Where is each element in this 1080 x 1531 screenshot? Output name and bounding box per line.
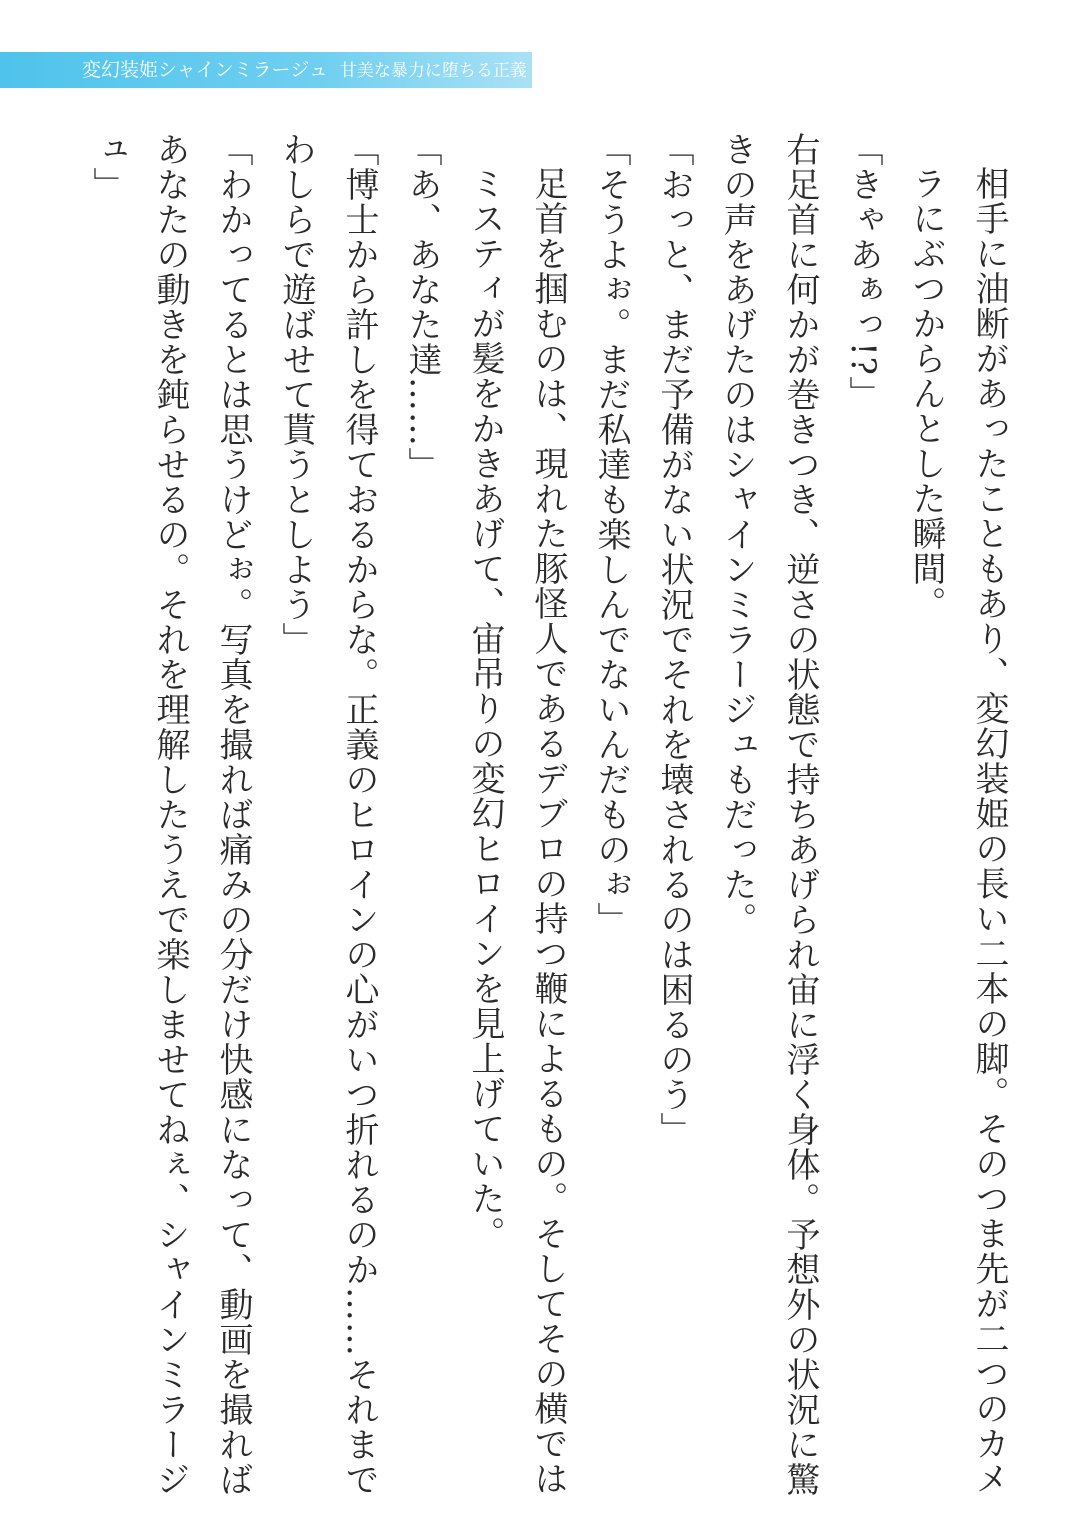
series-title: 変幻装姫シャインミラージュ bbox=[82, 59, 328, 81]
paragraph-dialogue: 「わかってるとは思うけどぉ。写真を撮れば痛みの分だけ快感になって、動画を撮ればあなたの動きを鈍らせるの。それを理解したうえで楽しませてねぇ、シャインミラージュ」 bbox=[87, 132, 253, 1497]
paragraph-narration: 相手に油断があったこともあり、変幻装姫の長い二本の脚。そのつま先が二つのカメラにぶつからんとした瞬間。 bbox=[906, 166, 1009, 1496]
paragraph-dialogue: 「あ、あなた達……」 bbox=[402, 132, 442, 482]
paragraph-narration: 右足首に何かが巻きつき、逆さの状態で持ちあげられ宙に浮く身体。予想外の状況に驚きの声をあげたのはシャインミラージュもだった。 bbox=[717, 132, 820, 1497]
paragraph-narration: 足首を掴むのは、現れた豚怪人であるデブロの持つ鞭によるもの。そしてその横ではミスティが髪をかきあげて、宙吊りの変幻ヒロインを見上げていた。 bbox=[465, 166, 568, 1496]
paragraph-dialogue: 「博士から許しを得ておるからな。正義のヒロインの心がいつ折れるのか……それまでわしらで遊ばせて貰うとしよう」 bbox=[276, 132, 379, 1497]
paragraph-dialogue: 「おっと、まだ予備がない状況でそれを壊されるのは困るのう」 bbox=[654, 132, 694, 1147]
paragraph-dialogue: 「きゃあぁっ!?」 bbox=[843, 132, 883, 411]
running-header bbox=[82, 56, 527, 85]
paragraph-dialogue: 「そうよぉ。まだ私達も楽しんでないんだものぉ」 bbox=[591, 132, 631, 937]
book-subtitle: 甘美な暴力に堕ちる正義 bbox=[339, 61, 527, 81]
vertical-body-text bbox=[70, 110, 1020, 1510]
